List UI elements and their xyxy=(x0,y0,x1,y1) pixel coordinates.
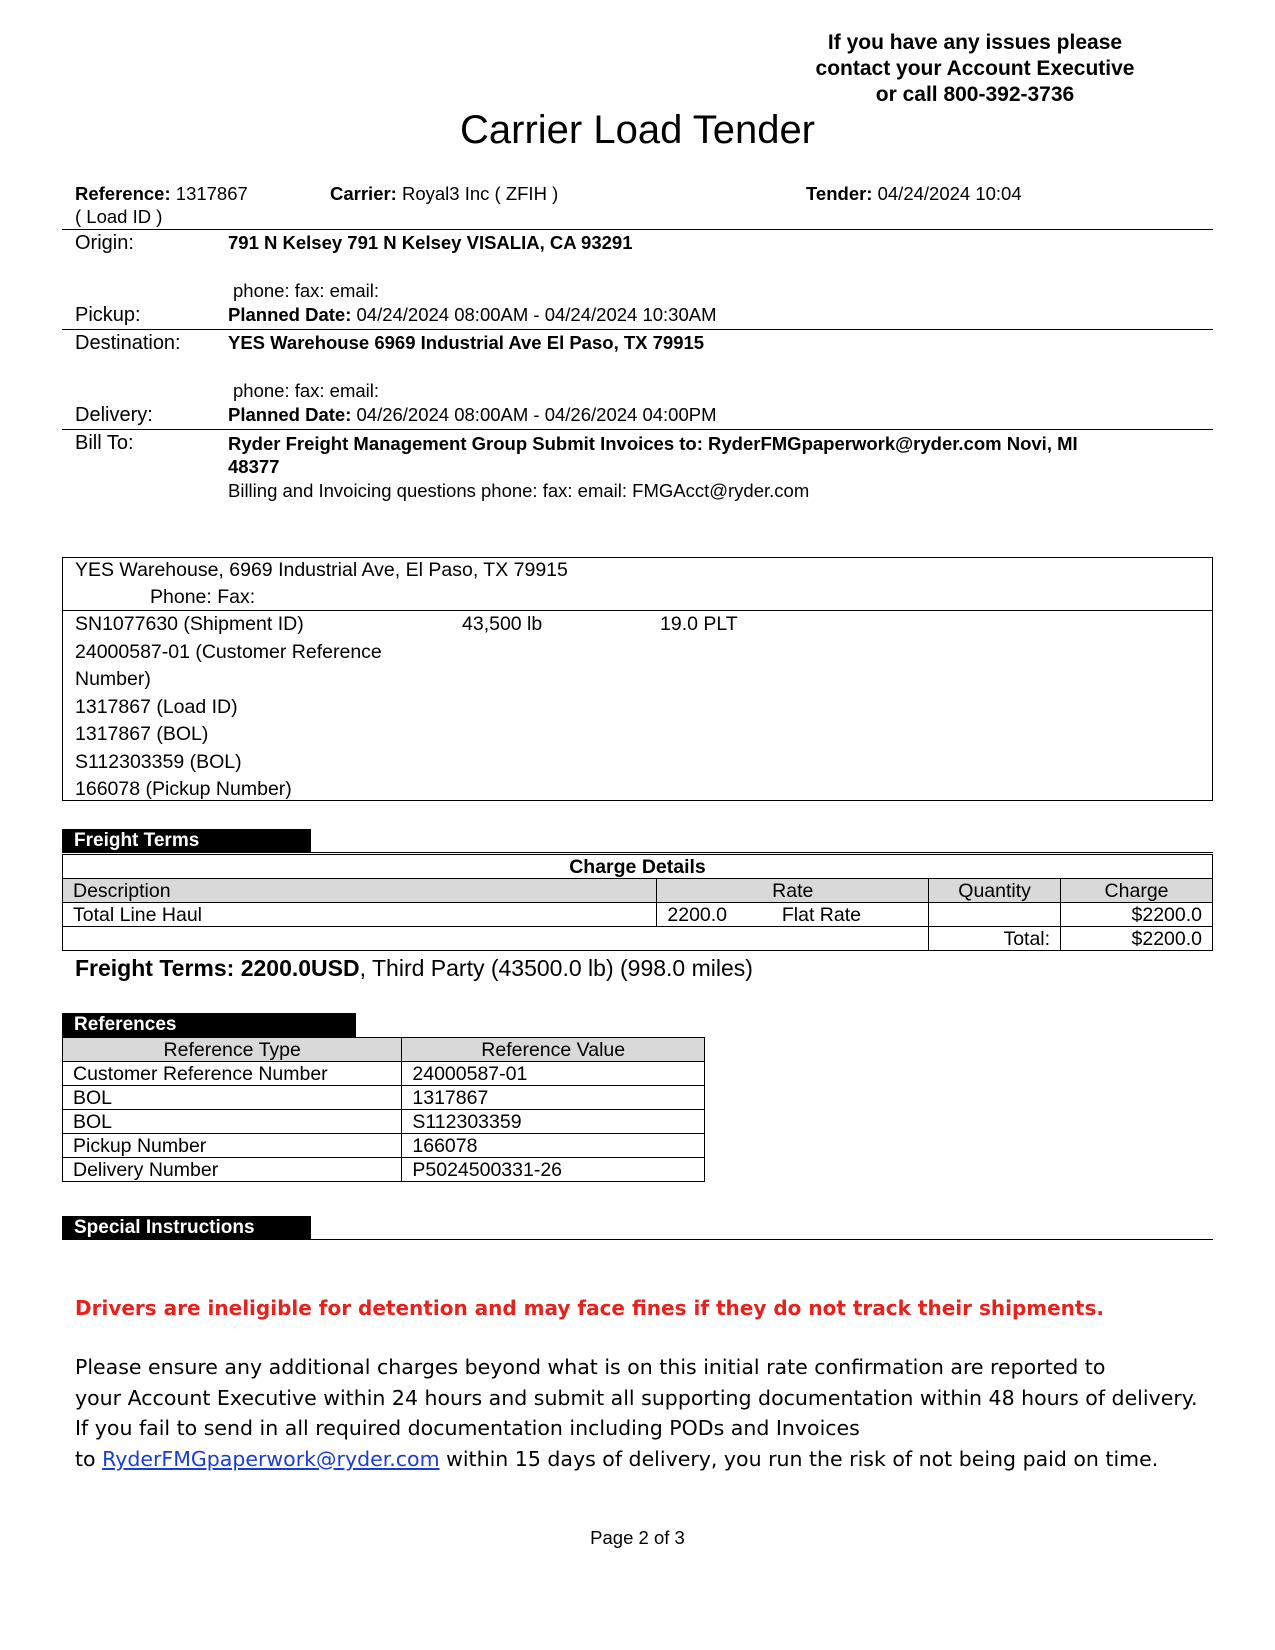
contact-notice xyxy=(780,30,1170,108)
reference-type: Customer Reference Number xyxy=(63,1062,402,1086)
paragraph-text: to xyxy=(75,1446,103,1471)
reference-value: 166078 xyxy=(402,1134,705,1158)
reference-type: Delivery Number xyxy=(63,1158,402,1182)
total-row xyxy=(63,927,1213,951)
contact-line-2: contact your Account Executive xyxy=(815,57,1135,80)
identifier-line: 1317867 (BOL) xyxy=(75,723,209,745)
reference-value: 24000587-01 xyxy=(402,1062,705,1086)
tender-field xyxy=(806,183,1022,205)
shipment-identifiers xyxy=(75,611,382,804)
destination-label: Destination: xyxy=(75,332,181,354)
reference-type: BOL xyxy=(63,1110,402,1134)
bill-to-line-1: Ryder Freight Management Group Submit Invoices to: RyderFMGpaperwork@ryder.com Novi, MI xyxy=(228,433,1078,454)
delivery-planned-label: Planned Date: xyxy=(228,404,352,425)
identifier-line: SN1077630 (Shipment ID) xyxy=(75,613,304,635)
shipment-pallets: 19.0 PLT xyxy=(660,613,738,635)
column-header-rate: Rate xyxy=(657,879,929,903)
table-row xyxy=(63,1086,705,1110)
column-header-charge: Charge xyxy=(1061,879,1213,903)
carrier-label: Carrier: xyxy=(330,183,397,204)
identifier-line: 24000587-01 (Customer Reference xyxy=(75,640,382,663)
pickup-label: Pickup: xyxy=(75,304,141,326)
charge-rate xyxy=(657,903,929,927)
page-title: Carrier Load Tender xyxy=(459,108,816,152)
origin-contacts: phone: fax: email: xyxy=(233,280,380,301)
reference-label: Reference: xyxy=(75,183,171,204)
freight-terms-amount: Freight Terms: 2200.0USD xyxy=(75,955,360,981)
charge-details-title: Charge Details xyxy=(63,855,1213,879)
carrier-field xyxy=(330,183,558,205)
destination-contacts: phone: fax: email: xyxy=(233,380,380,401)
paragraph-line: your Account Executive within 24 hours and submit all supporting documentation within 48 hours of delivery. xyxy=(75,1385,1198,1410)
charge-quantity xyxy=(929,903,1061,927)
total-label: Total: xyxy=(929,927,1061,951)
paperwork-email-link[interactable]: RyderFMGpaperwork@ryder.com xyxy=(102,1446,440,1471)
billing-questions: Billing and Invoicing questions phone: fax: email: FMGAcct@ryder.com xyxy=(228,480,810,501)
carrier-value: Royal3 Inc ( ZFIH ) xyxy=(401,183,559,204)
column-header-reference-value: Reference Value xyxy=(402,1038,705,1062)
column-header-reference-type: Reference Type xyxy=(63,1038,402,1062)
references-heading: References xyxy=(62,1013,356,1037)
bill-to-line-2: 48377 xyxy=(228,456,280,477)
page-indicator: Page 2 of 3 xyxy=(590,1527,685,1548)
paragraph-line: If you fail to send in all required documentation including PODs and Invoices xyxy=(75,1416,860,1440)
pickup-planned-value: 04/24/2024 08:00AM - 04/24/2024 10:30AM xyxy=(356,304,717,325)
delivery-planned-date xyxy=(228,404,717,426)
paragraph-text: within 15 days of delivery, you run the risk of not being paid on time. xyxy=(439,1446,1159,1471)
freight-terms-summary xyxy=(75,955,753,982)
table-row xyxy=(63,1110,705,1134)
freight-terms-details: , Third Party (43500.0 lb) (998.0 miles) xyxy=(359,955,753,981)
charge-amount: $2200.0 xyxy=(1061,903,1213,927)
divider xyxy=(62,429,1213,430)
pickup-planned-label: Planned Date: xyxy=(228,304,352,325)
rate-type: Flat Rate xyxy=(781,903,861,926)
detention-warning: Drivers are ineligible for detention and may face fines if they do not track their shipments. xyxy=(75,1296,1104,1320)
tender-value: 04/24/2024 10:04 xyxy=(877,183,1022,204)
reference-type: BOL xyxy=(63,1086,402,1110)
bill-to-label: Bill To: xyxy=(75,432,134,454)
delivery-label: Delivery: xyxy=(75,404,153,426)
pickup-planned-date xyxy=(228,304,717,326)
identifier-line: 1317867 (Load ID) xyxy=(75,695,238,718)
origin-label: Origin: xyxy=(75,232,134,254)
load-id-note: ( Load ID ) xyxy=(75,206,163,227)
reference-field xyxy=(75,183,248,205)
reference-type: Pickup Number xyxy=(63,1134,402,1158)
tender-label: Tender: xyxy=(806,183,873,204)
reference-value: 1317867 xyxy=(402,1086,705,1110)
contact-line-1: If you have any issues please xyxy=(827,31,1123,54)
reference-value: P5024500331-26 xyxy=(402,1158,705,1182)
paragraph-line: Please ensure any additional charges beyond what is on this initial rate confirmation are reported to xyxy=(75,1355,1106,1379)
column-header-description: Description xyxy=(63,879,657,903)
references-table xyxy=(62,1037,705,1182)
instructions-paragraph xyxy=(75,1352,1225,1474)
charge-details-table xyxy=(62,854,1213,951)
stop-phone-fax: Phone: Fax: xyxy=(150,586,256,608)
paragraph-line xyxy=(75,1444,1225,1475)
table-row xyxy=(63,903,1213,927)
column-header-quantity: Quantity xyxy=(929,879,1061,903)
table-row xyxy=(63,1134,705,1158)
stop-address: YES Warehouse, 6969 Industrial Ave, El Paso, TX 79915 xyxy=(75,559,568,581)
divider xyxy=(62,229,1213,230)
table-row xyxy=(63,1158,705,1182)
bill-to-details xyxy=(228,432,1213,478)
rate-value: 2200.0 xyxy=(667,903,728,926)
identifier-line: Number) xyxy=(75,668,151,690)
special-instructions-heading: Special Instructions xyxy=(62,1216,311,1240)
destination-address: YES Warehouse 6969 Industrial Ave El Paso, TX 79915 xyxy=(228,332,705,353)
table-row xyxy=(63,1062,705,1086)
origin-address: 791 N Kelsey 791 N Kelsey VISALIA, CA 93291 xyxy=(228,232,633,253)
divider xyxy=(62,329,1213,330)
charge-description: Total Line Haul xyxy=(63,903,657,927)
freight-terms-rule xyxy=(62,852,1213,853)
contact-line-3: or call 800-392-3736 xyxy=(875,83,1075,106)
reference-value: S112303359 xyxy=(402,1110,705,1134)
freight-terms-heading: Freight Terms xyxy=(62,829,311,853)
identifier-line: S112303359 (BOL) xyxy=(75,750,242,773)
identifier-line: 166078 (Pickup Number) xyxy=(75,778,292,800)
shipment-weight: 43,500 lb xyxy=(462,613,543,635)
special-instructions-rule xyxy=(62,1239,1213,1240)
total-value: $2200.0 xyxy=(1061,927,1213,951)
reference-value: 1317867 xyxy=(175,183,248,204)
delivery-planned-value: 04/26/2024 08:00AM - 04/26/2024 04:00PM xyxy=(356,404,717,425)
